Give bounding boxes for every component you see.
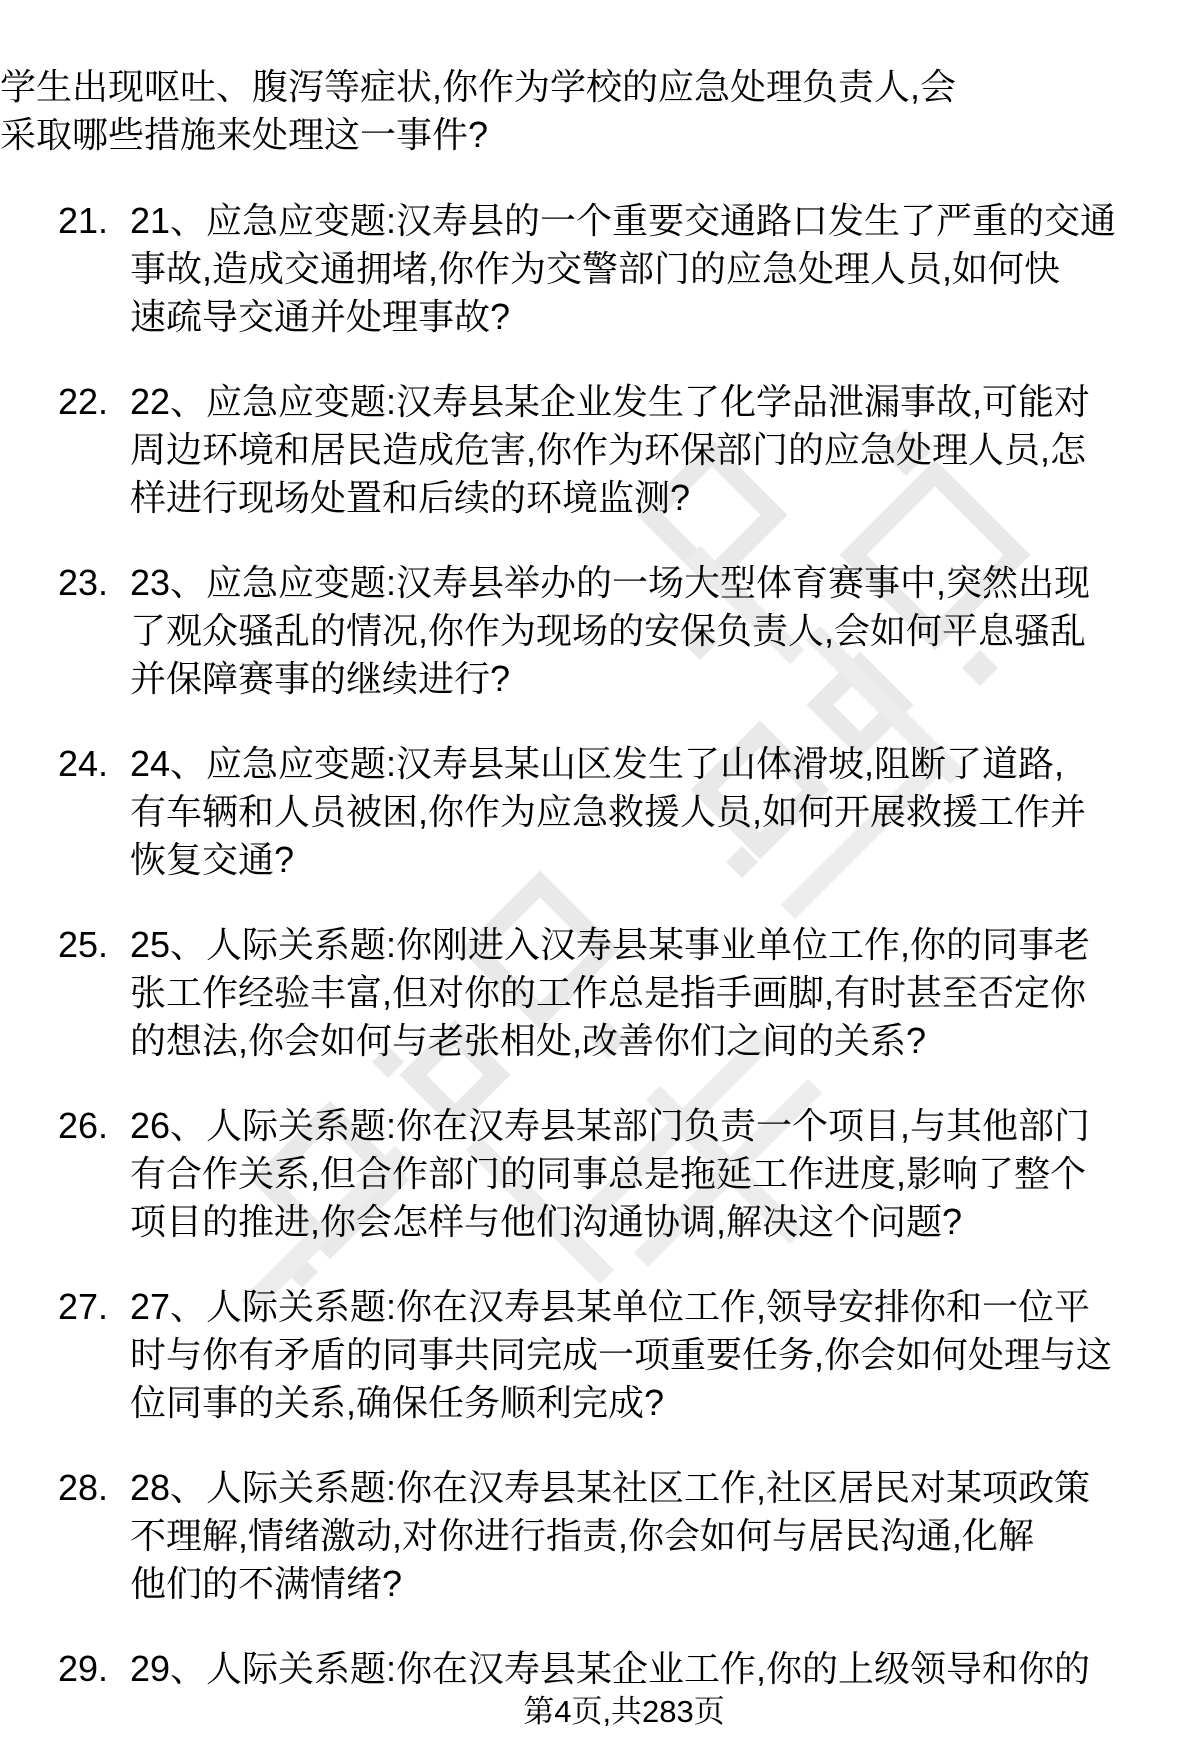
question-line: 24、应急应变题:汉寿县某山区发生了山体滑坡,阻断了道路, <box>130 743 1065 784</box>
paragraph-continuation <box>0 63 1200 159</box>
question-line: 时与你有矛盾的同事共同完成一项重要任务,你会如何处理与这 <box>130 1334 1113 1375</box>
question-number: 29. <box>58 1648 109 1689</box>
question-line: 周边环境和居民造成危害,你作为环保部门的应急处理人员,怎 <box>130 429 1087 470</box>
question-21 <box>0 197 1200 341</box>
question-line: 有车辆和人员被困,你作为应急救援人员,如何开展救援工作并 <box>130 791 1087 832</box>
question-28 <box>0 1464 1200 1608</box>
continuation-line: 学生出现呕吐、腹泻等症状,你作为学校的应急处理负责人,会 <box>0 66 957 107</box>
question-23 <box>0 559 1200 703</box>
question-27 <box>0 1283 1200 1427</box>
question-line: 23、应急应变题:汉寿县举办的一场大型体育赛事中,突然出现 <box>130 562 1091 603</box>
question-number: 26. <box>58 1105 109 1146</box>
question-line: 位同事的关系,确保任务顺利完成? <box>130 1382 665 1423</box>
question-line: 27、人际关系题:你在汉寿县某单位工作,领导安排你和一位平 <box>130 1286 1091 1327</box>
question-line: 28、人际关系题:你在汉寿县某社区工作,社区居民对某项政策 <box>130 1467 1091 1508</box>
page-footer: 第4页,共283页 <box>523 1694 725 1729</box>
question-number: 23. <box>58 562 109 603</box>
question-line: 项目的推进,你会怎样与他们沟通协调,解决这个问题? <box>130 1201 963 1242</box>
question-number: 25. <box>58 924 109 965</box>
question-25 <box>0 921 1200 1065</box>
question-line: 有合作关系,但合作部门的同事总是拖延工作进度,影响了整个 <box>130 1153 1087 1194</box>
question-number: 22. <box>58 381 109 422</box>
question-22 <box>0 378 1200 522</box>
question-line: 26、人际关系题:你在汉寿县某部门负责一个项目,与其他部门 <box>130 1105 1091 1146</box>
question-24 <box>0 740 1200 884</box>
question-line: 25、人际关系题:你刚进入汉寿县某事业单位工作,你的同事老 <box>130 924 1091 965</box>
question-line: 并保障赛事的继续进行? <box>130 658 511 699</box>
question-number: 27. <box>58 1286 109 1327</box>
question-line: 张工作经验丰富,但对你的工作总是指手画脚,有时甚至否定你 <box>130 972 1087 1013</box>
question-line: 事故,造成交通拥堵,你作为交警部门的应急处理人员,如何快 <box>130 248 1061 289</box>
question-number: 28. <box>58 1467 109 1508</box>
continuation-line: 采取哪些措施来处理这一事件? <box>0 114 489 155</box>
question-number: 21. <box>58 200 109 241</box>
question-line: 了观众骚乱的情况,你作为现场的安保负责人,会如何平息骚乱 <box>130 610 1087 651</box>
question-line: 样进行现场处置和后续的环境监测? <box>130 477 691 518</box>
question-line: 的想法,你会如何与老张相处,改善你们之间的关系? <box>130 1020 927 1061</box>
question-line: 29、人际关系题:你在汉寿县某企业工作,你的上级领导和你的 <box>130 1648 1091 1689</box>
question-line: 恢复交通? <box>130 839 295 880</box>
question-number: 24. <box>58 743 109 784</box>
question-line: 21、应急应变题:汉寿县的一个重要交通路口发生了严重的交通 <box>130 200 1117 241</box>
question-line: 22、应急应变题:汉寿县某企业发生了化学品泄漏事故,可能对 <box>130 381 1091 422</box>
question-line: 他们的不满情绪? <box>130 1563 403 1604</box>
question-26 <box>0 1102 1200 1246</box>
question-line: 不理解,情绪激动,对你进行指责,你会如何与居民沟通,化解 <box>130 1515 1035 1556</box>
question-line: 速疏导交通并处理事故? <box>130 296 511 337</box>
question-29 <box>0 1645 1200 1693</box>
